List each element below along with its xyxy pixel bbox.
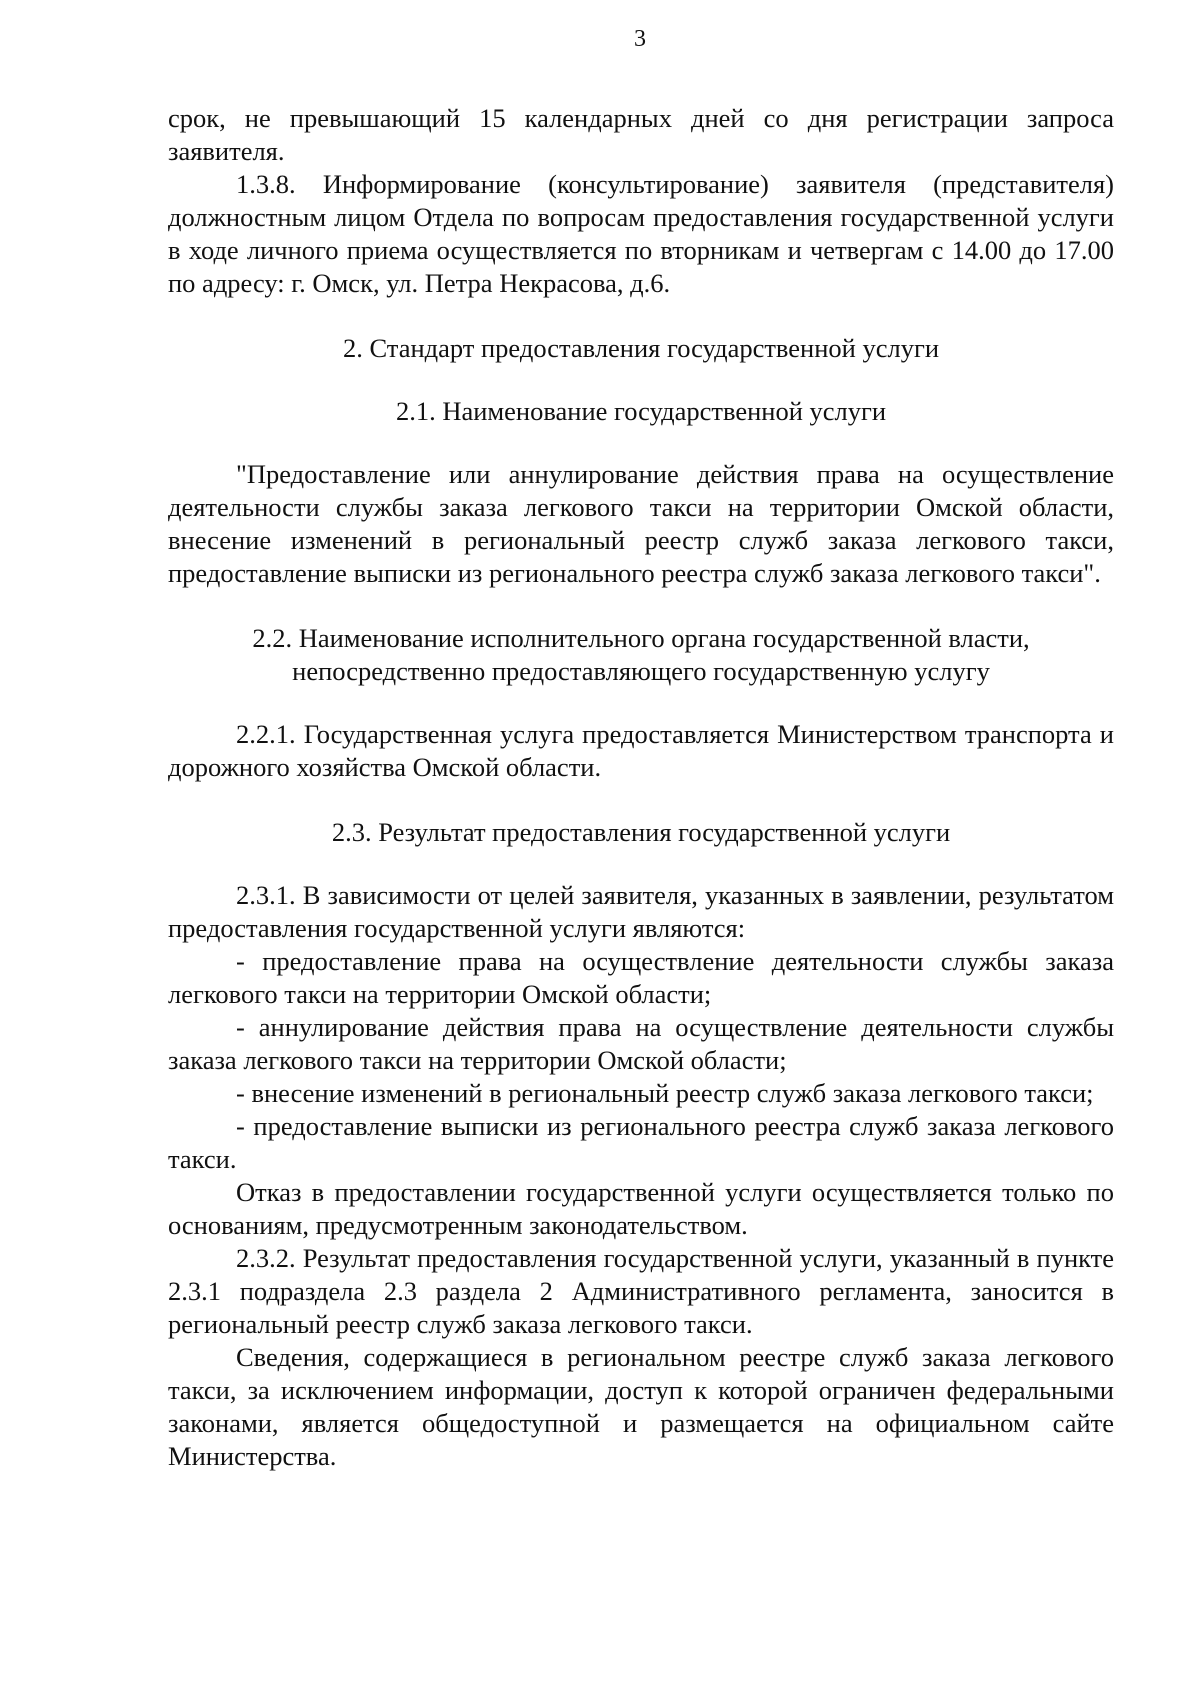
- paragraph-1-3-8: 1.3.8. Информирование (консультирование) заявителя (представителя) должностным лицом Отдела по вопросам предоставления государственной услуги в ходе личного приема осуществляется по вторникам и четвергам с 14.00 до 17.00 по адресу: г. Омск, ул. Петра Некрасова, д.6.: [168, 169, 1114, 298]
- paragraph-2-3-1: 2.3.1. В зависимости от целей заявителя, указанных в заявлении, результатом предоставления государственной услуги являются:: [168, 880, 1114, 943]
- paragraph-2-3-2: 2.3.2. Результат предоставления государственной услуги, указанный в пункте 2.3.1 подраздела 2.3 раздела 2 Административного регламента, заносится в региональный реестр служб заказа легкового такси.: [168, 1243, 1114, 1339]
- paragraph-refusal: Отказ в предоставлении государственной услуги осуществляется только по основаниям, предусмотренным законодательством.: [168, 1177, 1114, 1240]
- document-body: [168, 102, 1114, 1473]
- subsection-heading-2-1: 2.1. Наименование государственной услуги: [395, 396, 887, 426]
- paragraph-registry-info: Сведения, содержащиеся в региональном реестре служб заказа легкового такси, за исключением информации, доступ к которой ограничен федеральными законами, является общедоступной и размещается на официальном сайте Министерства.: [168, 1342, 1114, 1471]
- list-item-grant-right: - предоставление права на осуществление деятельности службы заказа легкового такси на территории Омской области;: [168, 946, 1114, 1009]
- service-name-paragraph: "Предоставление или аннулирование действия права на осуществление деятельности службы заказа легкового такси на территории Омской области, внесение изменений в региональный реестр служб заказа легкового такси, предоставление выписки из регионального реестра служб заказа легкового такси".: [168, 459, 1114, 588]
- list-item-annul-right: - аннулирование действия права на осуществление деятельности службы заказа легкового такси на территории Омской области;: [168, 1012, 1114, 1075]
- paragraph-2-2-1: 2.2.1. Государственная услуга предоставляется Министерством транспорта и дорожного хозяйства Омской области.: [168, 719, 1114, 782]
- subsection-heading-2-2: 2.2. Наименование исполнительного органа государственной власти, непосредственно предоставляющего государственную услугу: [252, 623, 1030, 686]
- subsection-heading-2-3: 2.3. Результат предоставления государственной услуги: [331, 817, 951, 847]
- list-item-registry-extract: - предоставление выписки из регионального реестра служб заказа легкового такси.: [168, 1111, 1114, 1174]
- section-heading-2: 2. Стандарт предоставления государственной услуги: [342, 333, 940, 363]
- paragraph-continuation: срок, не превышающий 15 календарных дней со дня регистрации запроса заявителя.: [168, 103, 1114, 166]
- page-number: 3: [634, 26, 646, 52]
- list-item-registry-changes: - внесение изменений в региональный реестр служб заказа легкового такси;: [236, 1078, 1094, 1108]
